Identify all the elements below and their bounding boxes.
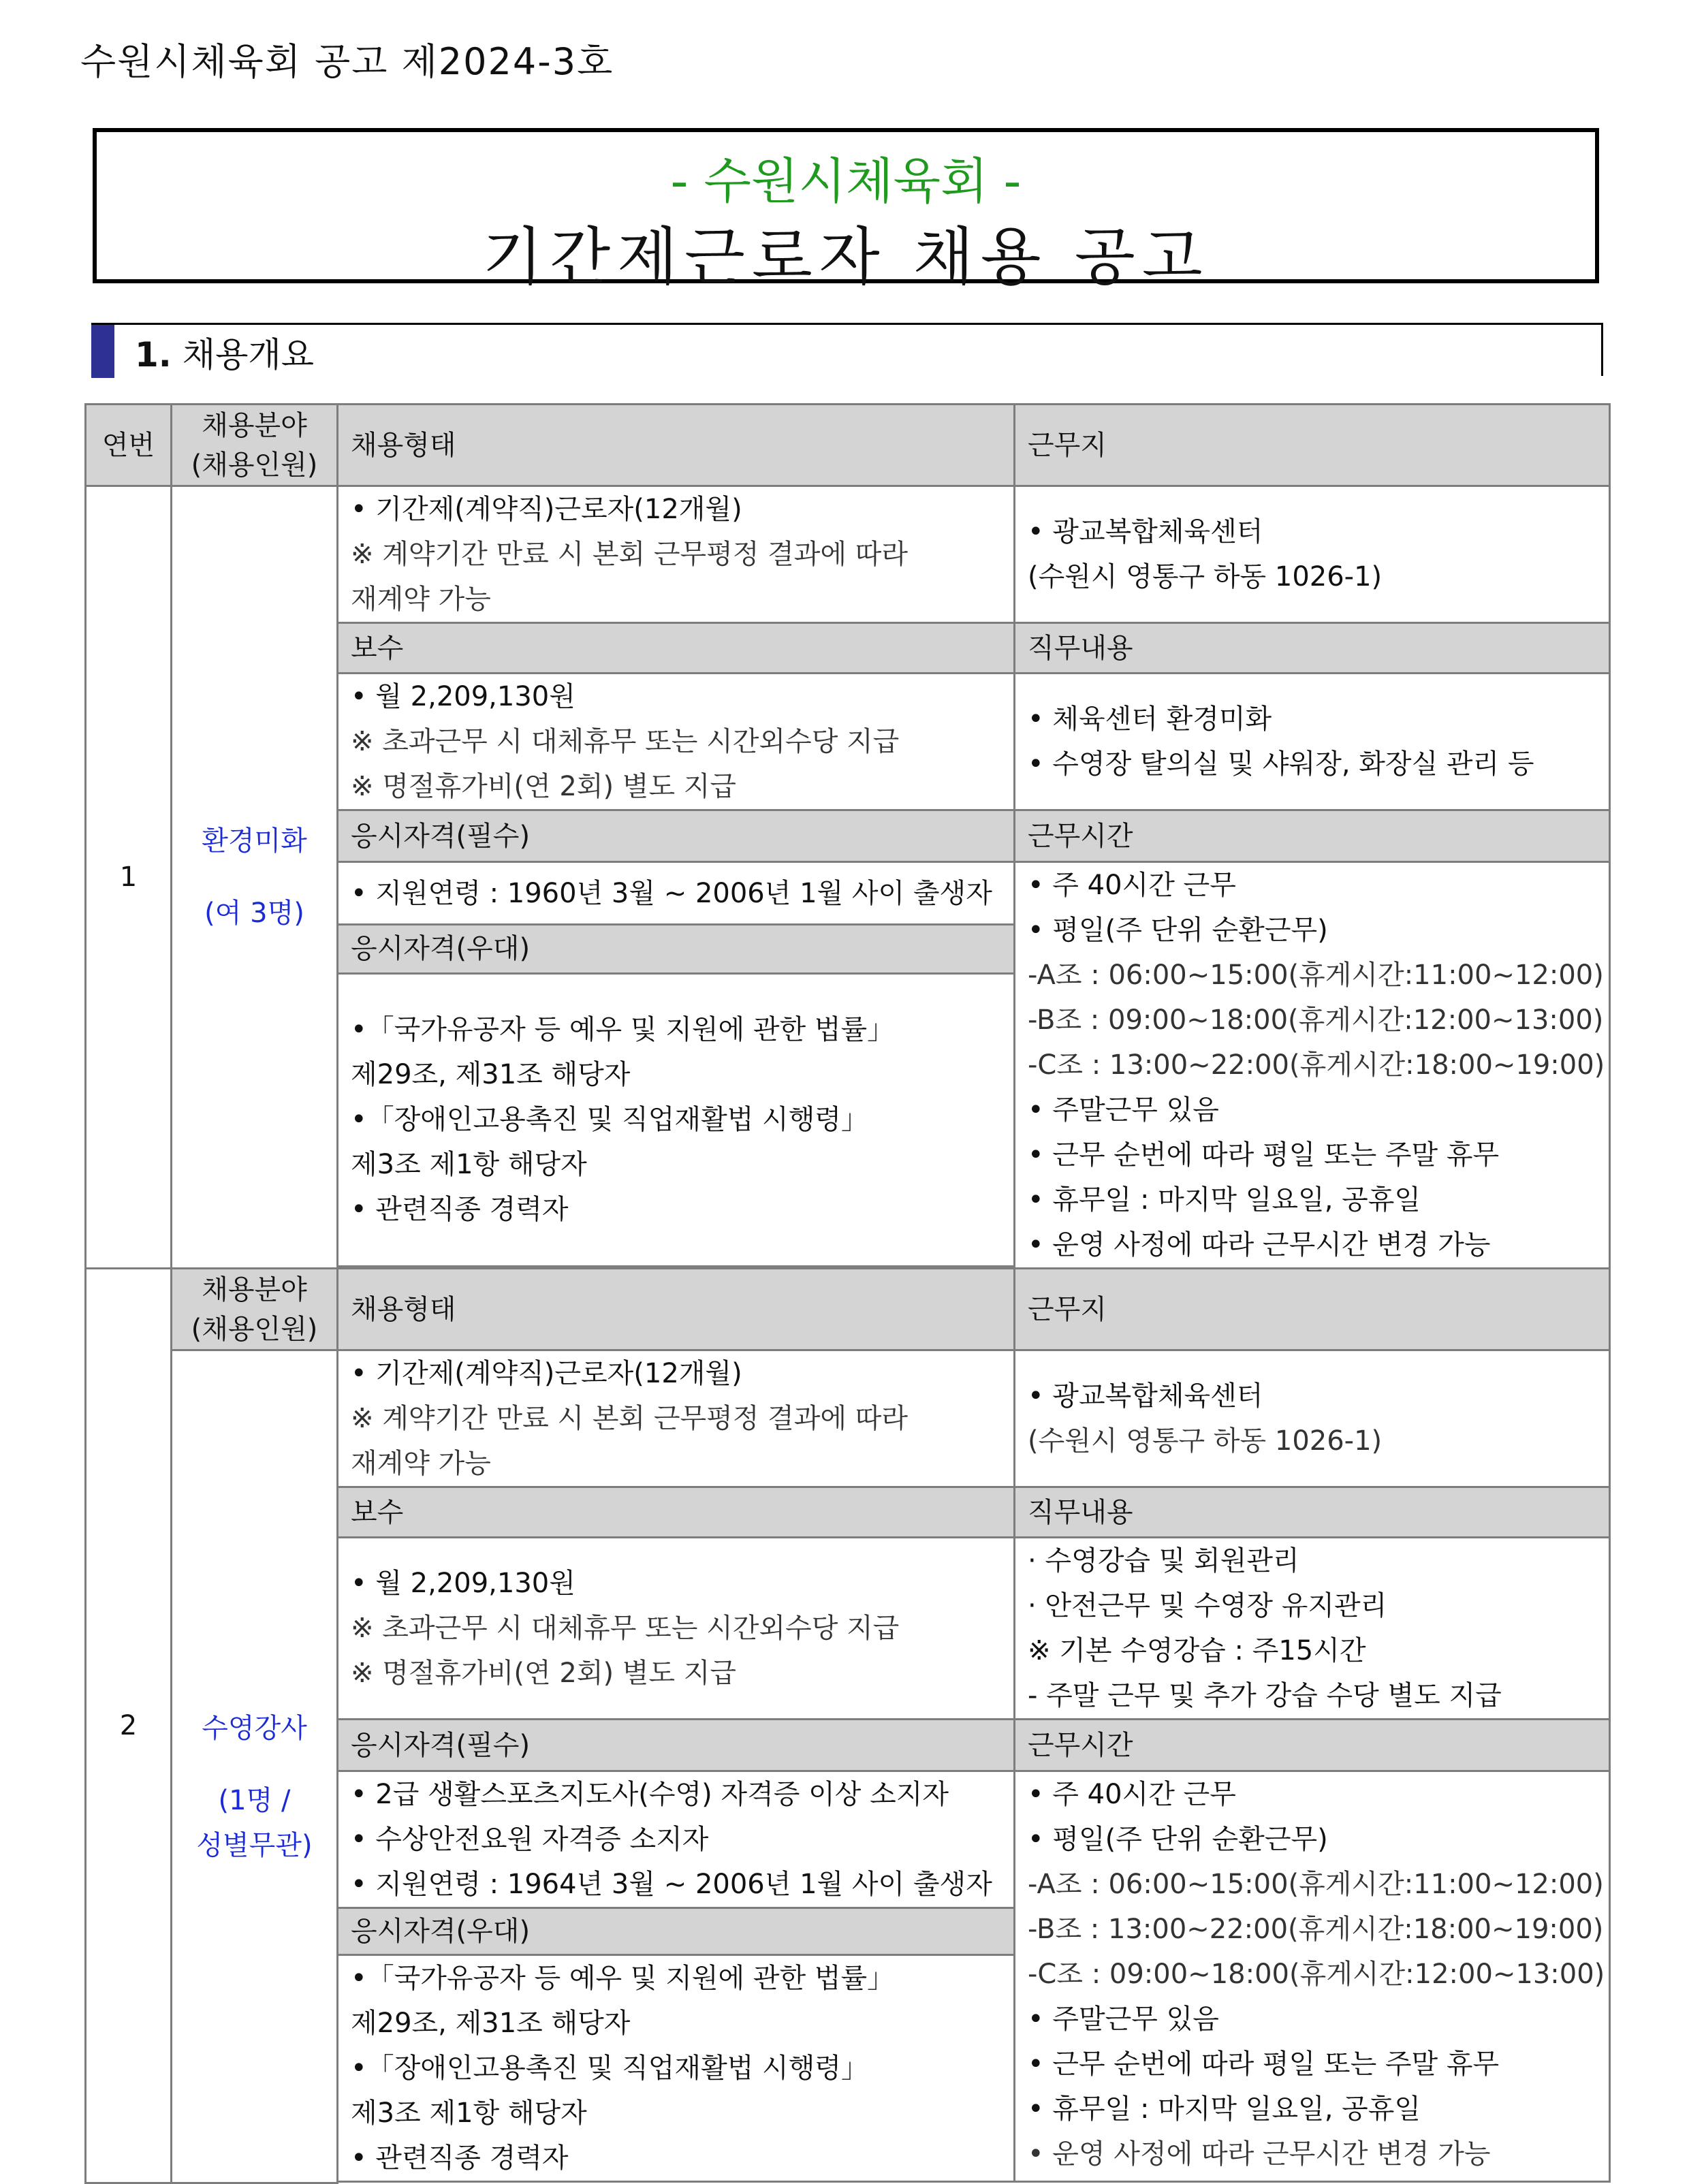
duties-header: 직무내용	[1015, 1487, 1610, 1538]
qual-required-header: 응시자격(필수)	[338, 1720, 1015, 1771]
header-field: 채용분야 (채용인원)	[172, 405, 338, 486]
section-title: 1. 채용개요	[135, 335, 314, 375]
pay-cell: • 월 2,209,130원 ※ 초과근무 시 대체휴무 또는 시간외수당 지급 ※ 명절휴가비(연 2회) 별도 지급	[338, 1538, 1015, 1720]
notice-number: 수원시체육회 공고 제2024-3호	[80, 40, 614, 83]
duties-cell: • 체육센터 환경미화 • 수영장 탈의실 및 샤워장, 화장실 관리 등	[1015, 674, 1610, 810]
field-count: (1명 /	[218, 1784, 291, 1816]
qual-required-cell: • 지원연령 : 1960년 3월 ~ 2006년 1월 사이 출생자	[338, 862, 1015, 925]
header-location: 근무지	[1015, 405, 1610, 486]
qual-preferred-header: 응시자격(우대)	[338, 925, 1015, 974]
hours-header: 근무시간	[1015, 1720, 1610, 1771]
pay-cell: • 월 2,209,130원 ※ 초과근무 시 대체휴무 또는 시간외수당 지급 ※ 명절휴가비(연 2회) 별도 지급	[338, 674, 1015, 810]
section-marker	[91, 325, 114, 378]
hours-header: 근무시간	[1015, 810, 1610, 862]
qual-required-header: 응시자격(필수)	[338, 810, 1015, 862]
field-name: 수영강사	[202, 1712, 307, 1744]
row-field	[172, 1350, 338, 2183]
qual-preferred-cell: •「국가유공자 등 예우 및 지원에 관한 법률」 제29조, 제31조 해당자 •「장애인고용촉진 및 직업재활법 시행령」 제3조 제1항 해당자 • 관련직종 경력자	[338, 973, 1015, 1266]
header-no: 연번	[86, 405, 172, 486]
qual-preferred-cell: •「국가유공자 등 예우 및 지원에 관한 법률」 제29조, 제31조 해당자 •「장애인고용촉진 및 직업재활법 시행령」 제3조 제1항 해당자 • 관련직종 경력자	[338, 1955, 1015, 2182]
hours-cell: • 주 40시간 근무 • 평일(주 단위 순환근무) -A조 : 06:00~15:00(휴게시간:11:00~12:00) -B조 : 09:00~18:00(휴게시간:12:00~13:00) -C조 : 13:00~22:00(휴게시간:18:00~19:00) • 주말근무 있음 • 근무 순번에 따라 평일 또는 주말 휴무 • 휴무일 : 마지막 일요일, 공휴일 • 운영 사정에 따라 근무시간 변경 가능	[1015, 862, 1610, 1269]
header-type: 채용형태	[338, 405, 1015, 486]
header-type: 채용형태	[338, 1269, 1015, 1350]
section-header	[91, 323, 1603, 376]
type-cell: • 기간제(계약직)근로자(12개월) ※ 계약기간 만료 시 본회 근무평정 결과에 따라 재계약 가능	[338, 1350, 1015, 1487]
table-row	[86, 1269, 1610, 1350]
organization-title: - 수원시체육회 -	[670, 153, 1022, 210]
row-field	[172, 486, 338, 1269]
duties-cell: · 수영강습 및 회원관리 · 안전근무 및 수영장 유지관리 ※ 기본 수영강습 : 주15시간 - 주말 근무 및 추가 강습 수당 별도 지급	[1015, 1538, 1610, 1720]
pay-header: 보수	[338, 623, 1015, 674]
title-box	[93, 128, 1599, 294]
header-location: 근무지	[1015, 1269, 1610, 1350]
duties-header: 직무내용	[1015, 623, 1610, 674]
row-no: 1	[86, 486, 172, 1269]
table-row	[86, 486, 1610, 623]
type-cell: • 기간제(계약직)근로자(12개월) ※ 계약기간 만료 시 본회 근무평정 결과에 따라 재계약 가능	[338, 486, 1015, 623]
location-cell: • 광교복합체육센터 (수원시 영통구 하동 1026-1)	[1015, 1350, 1610, 1487]
pay-header: 보수	[338, 1487, 1015, 1538]
field-count: (여 3명)	[204, 898, 304, 929]
row-no: 2	[86, 1269, 172, 2183]
table-header-row	[86, 405, 1610, 486]
qual-preferred-header: 응시자격(우대)	[338, 1908, 1015, 1955]
recruitment-table	[84, 403, 1611, 2184]
field-name: 환경미화	[202, 825, 307, 857]
qual-required-cell: • 2급 생활스포츠지도사(수영) 자격증 이상 소지자 • 수상안전요원 자격증 소지자 • 지원연령 : 1964년 3월 ~ 2006년 1월 사이 출생자	[338, 1771, 1015, 1908]
header-field: 채용분야 (채용인원)	[172, 1269, 338, 1350]
location-cell: • 광교복합체육센터 (수원시 영통구 하동 1026-1)	[1015, 486, 1610, 623]
page-title: 기간제근로자 채용 공고	[482, 221, 1210, 294]
hours-cell: • 주 40시간 근무 • 평일(주 단위 순환근무) -A조 : 06:00~15:00(휴게시간:11:00~12:00) -B조 : 13:00~22:00(휴게시간:18:00~19:00) -C조 : 09:00~18:00(휴게시간:12:00~13:00) • 주말근무 있음 • 근무 순번에 따라 평일 또는 주말 휴무 • 휴무일 : 마지막 일요일, 공휴일 • 운영 사정에 따라 근무시간 변경 가능	[1015, 1771, 1610, 2182]
field-count-detail: 성별무관)	[196, 1829, 313, 1861]
